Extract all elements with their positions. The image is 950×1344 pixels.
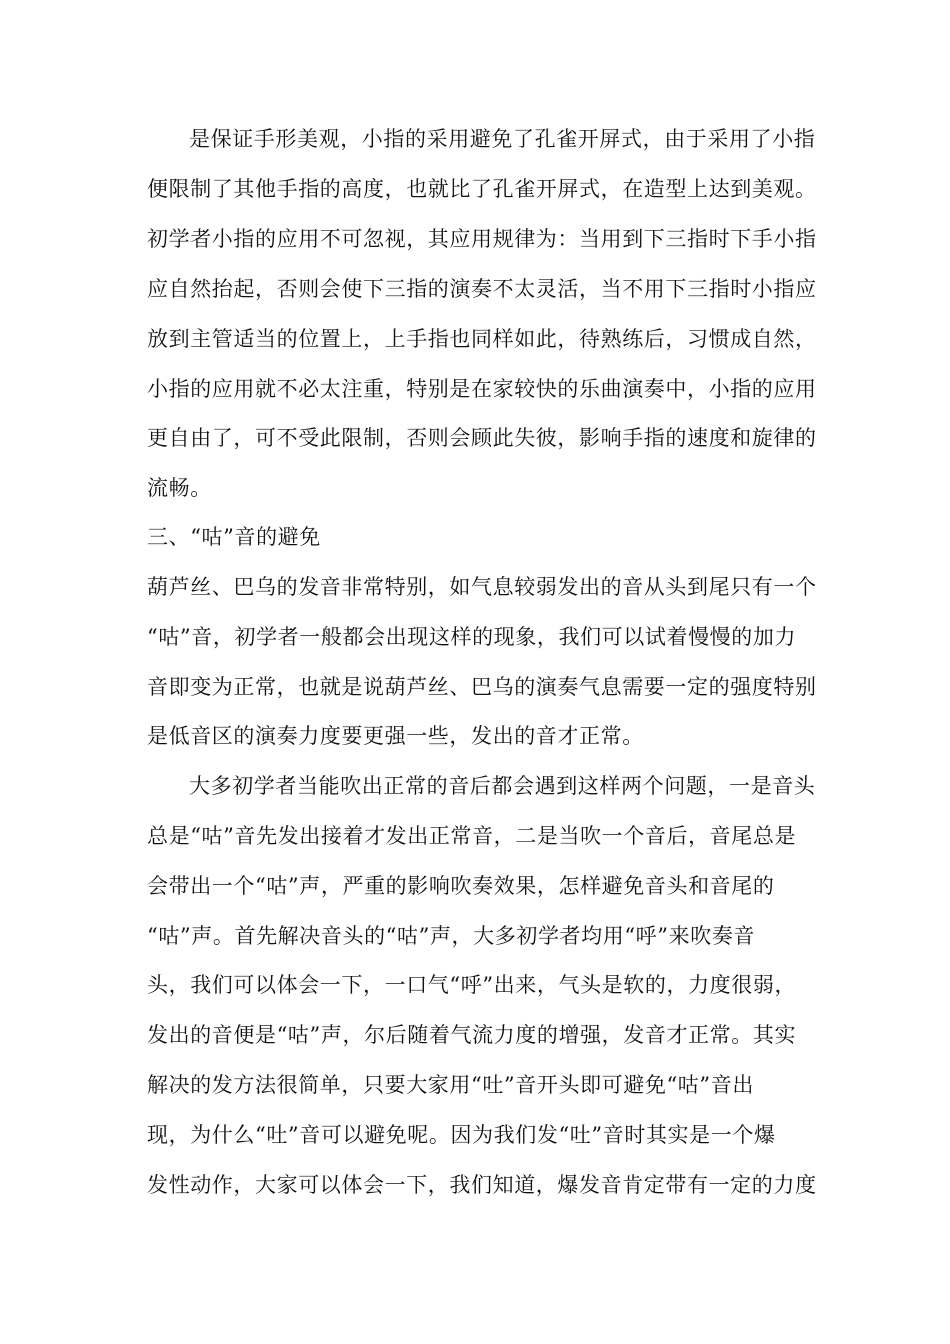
paragraph-line: 会带出一个“咕”声，严重的影响吹奏效果，怎样避免音头和音尾的 (147, 874, 775, 898)
paragraph-line: 小指的应用就不必太注重，特别是在家较快的乐曲演奏中，小指的应用 (147, 377, 817, 401)
paragraph-line: “咕”声。首先解决音头的“咕”声，大多初学者均用“呼”来吹奏音 (147, 924, 756, 948)
paragraph-line: 葫芦丝、巴乌的发音非常特别，如气息较弱发出的音从头到尾只有一个 (147, 575, 817, 599)
paragraph-line: 现，为什么“吐”音可以避免呢。因为我们发“吐”音时其实是一个爆 (147, 1123, 776, 1147)
paragraph-line: 流畅。 (147, 476, 212, 500)
paragraph-line: 发出的音便是“咕”声，尔后随着气流力度的增强，发音才正常。其实 (147, 1023, 797, 1047)
paragraph-line: 发性动作，大家可以体会一下，我们知道，爆发音肯定带有一定的力度 (147, 1173, 817, 1197)
paragraph-line: 解决的发方法很简单，只要大家用“吐”音开头即可避免“咕”音出 (147, 1073, 754, 1097)
paragraph-line: “咕”音，初学者一般都会出现这样的现象，我们可以试着慢慢的加力 (147, 625, 797, 649)
paragraph-line: 是低音区的演奏力度要更强一些，发出的音才正常。 (147, 724, 644, 748)
section-heading: 三、“咕”音的避免 (147, 525, 321, 549)
paragraph-line: 更自由了，可不受此限制，否则会顾此失彼，影响手指的速度和旋律的 (147, 426, 817, 450)
paragraph-line: 初学者小指的应用不可忽视，其应用规律为：当用到下三指时下手小指 (147, 227, 817, 251)
paragraph-line: 是保证手形美观，小指的采用避免了孔雀开屏式，由于采用了小指 (189, 127, 816, 151)
paragraph-line: 头，我们可以体会一下，一口气“呼”出来，气头是软的，力度很弱， (147, 973, 797, 997)
paragraph-line: 总是“咕”音先发出接着才发出正常音，二是当吹一个音后，音尾总是 (147, 824, 797, 848)
paragraph-line: 应自然抬起，否则会使下三指的演奏不太灵活，当不用下三指时小指应 (147, 277, 817, 301)
paragraph-line: 音即变为正常，也就是说葫芦丝、巴乌的演奏气息需要一定的强度特别 (147, 675, 817, 699)
paragraph-line: 便限制了其他手指的高度，也就比了孔雀开屏式，在造型上达到美观。 (147, 177, 817, 201)
paragraph-line: 放到主管适当的位置上，上手指也同样如此，待熟练后，习惯成自然， (147, 327, 817, 351)
paragraph-line: 大多初学者当能吹出正常的音后都会遇到这样两个问题，一是音头 (189, 774, 816, 798)
